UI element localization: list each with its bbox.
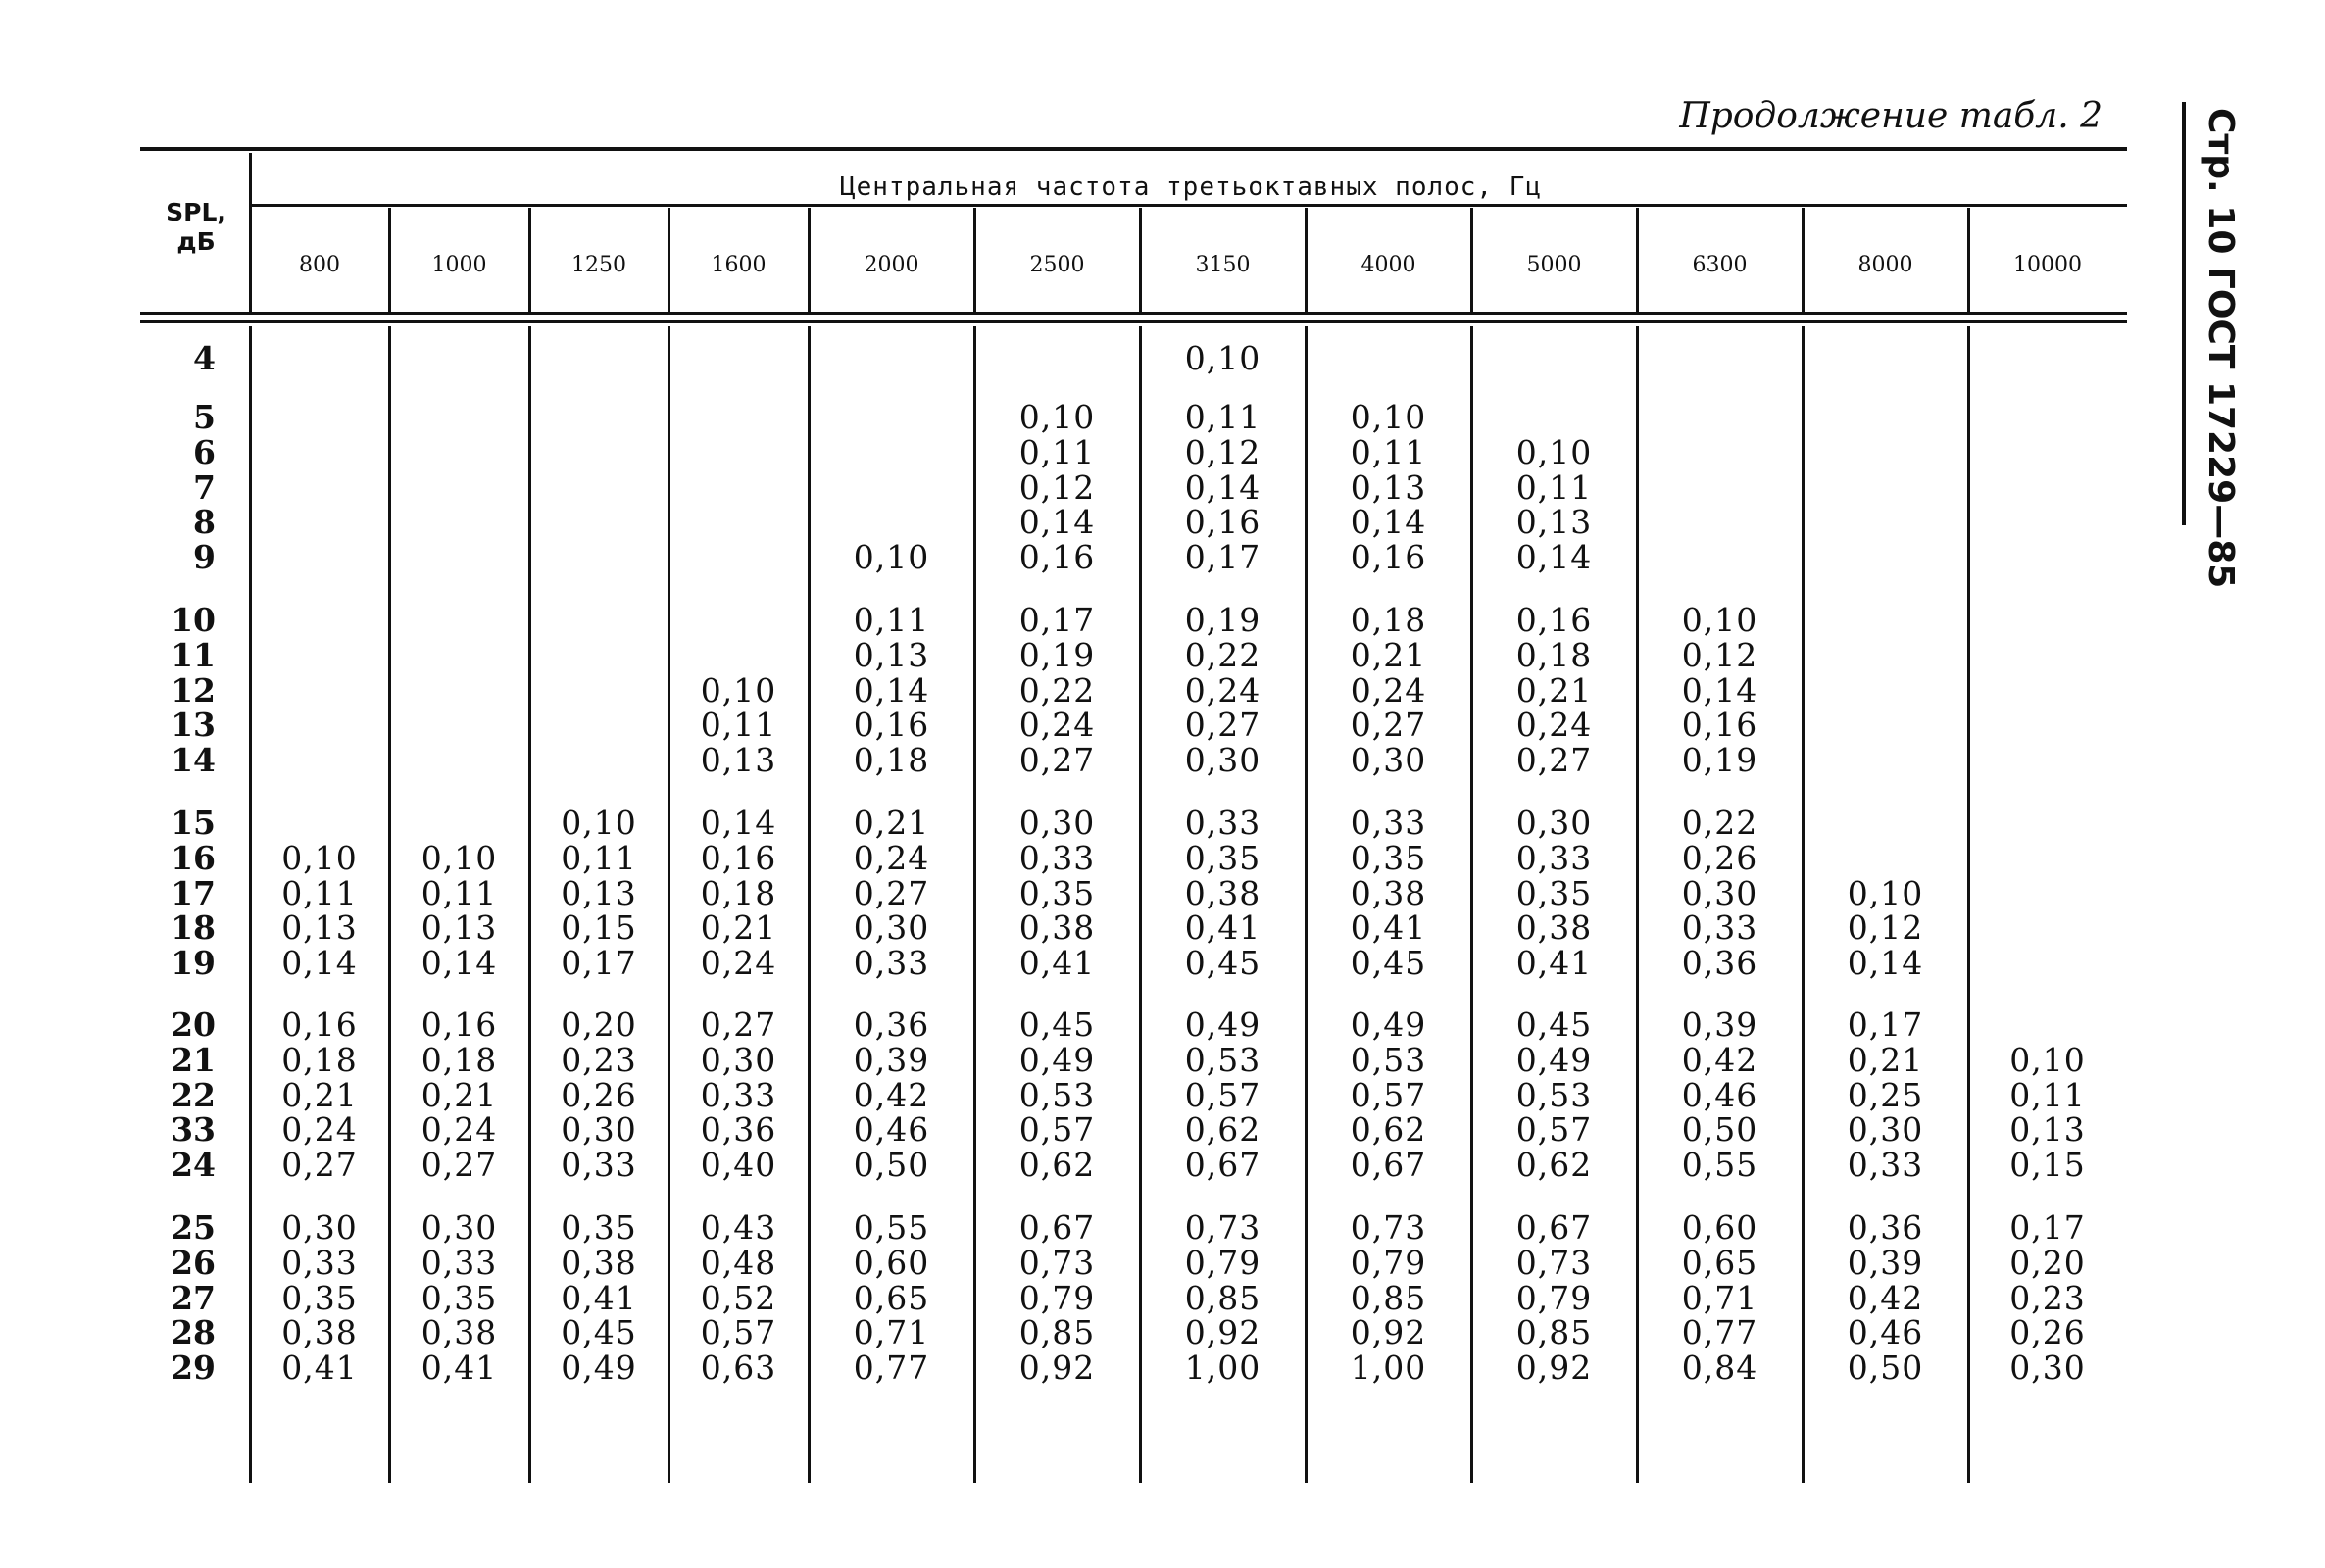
table-cell: 0,24 (700, 944, 777, 983)
table-cell: 0,36 (700, 1110, 777, 1150)
table-cell: 0,41 (1018, 944, 1096, 983)
table-cell: 0,30 (1847, 1110, 1924, 1150)
table-cell: 0,12 (1681, 635, 1758, 674)
table-cell: 0,35 (1184, 838, 1261, 877)
table-cell: 0,38 (281, 1313, 358, 1352)
spl-row-label: 7 (193, 467, 216, 507)
table-cell: 0,21 (700, 908, 777, 948)
table-cell: 0,79 (1184, 1243, 1261, 1282)
header-bottom-rule-1 (140, 312, 2127, 315)
table-cell: 0,30 (420, 1208, 498, 1247)
spl-row-label: 11 (171, 635, 216, 674)
table-cell: 0,11 (1184, 398, 1261, 436)
table-cell: 0,41 (281, 1348, 358, 1388)
table-cell: 0,49 (1515, 1040, 1593, 1079)
table-cell: 0,30 (561, 1110, 637, 1150)
table-cell: 0,22 (1681, 804, 1758, 842)
table-cell: 0,13 (281, 908, 358, 948)
table-cell: 0,14 (1018, 503, 1096, 542)
table-cell: 0,27 (853, 873, 930, 912)
table-cell: 0,20 (561, 1005, 637, 1044)
frequency-header: 800 (299, 253, 340, 277)
table-cell: 0,53 (1350, 1040, 1427, 1079)
header-bottom-rule-2 (140, 320, 2127, 323)
table-cell: 0,53 (1018, 1075, 1096, 1114)
table-cell: 0,18 (420, 1040, 498, 1079)
table-cell: 0,10 (1681, 601, 1758, 639)
spl-row-label: 10 (171, 601, 216, 639)
table-cell: 0,53 (1515, 1075, 1593, 1114)
table-cell: 0,19 (1018, 635, 1096, 674)
table-cell: 0,73 (1184, 1208, 1261, 1247)
frequency-group-header: Центральная частота третьоктавных полос, Гц (839, 172, 1543, 202)
table-cell: 0,77 (1681, 1313, 1758, 1352)
table-cell: 0,92 (1184, 1313, 1261, 1352)
table-cell: 0,57 (1184, 1075, 1261, 1114)
table-cell: 0,14 (1515, 538, 1593, 577)
table-cell: 0,26 (1681, 838, 1758, 877)
table-cell: 0,49 (1018, 1040, 1096, 1079)
frequency-header: 6300 (1692, 253, 1748, 277)
table-cell: 0,27 (1184, 706, 1261, 745)
table-cell: 0,21 (420, 1075, 498, 1114)
spl-row-label: 16 (171, 838, 216, 877)
table-cell: 0,11 (281, 873, 358, 912)
table-cell: 0,22 (1184, 635, 1261, 674)
table-cell: 0,10 (700, 670, 777, 710)
table-cell: 0,19 (1681, 741, 1758, 780)
table-cell: 0,24 (420, 1110, 498, 1150)
table-cell: 0,73 (1515, 1243, 1593, 1282)
table-cell: 0,21 (1350, 635, 1427, 674)
table-cell: 0,14 (281, 944, 358, 983)
frequency-header: 1600 (711, 253, 767, 277)
table-cell: 0,71 (1681, 1278, 1758, 1317)
frequency-header: 3150 (1195, 253, 1251, 277)
table-cell: 0,21 (281, 1075, 358, 1114)
table-cell: 0,42 (1847, 1278, 1924, 1317)
table-cell: 0,27 (1350, 706, 1427, 745)
table-cell: 0,10 (1847, 873, 1924, 912)
table-cell: 0,41 (1184, 908, 1261, 948)
table-cell: 0,11 (700, 706, 777, 745)
table-cell: 0,27 (1515, 741, 1593, 780)
table-cell: 0,57 (700, 1313, 777, 1352)
table-cell: 0,36 (853, 1005, 930, 1044)
table-cell: 0,57 (1018, 1110, 1096, 1150)
table-cell: 0,50 (1847, 1348, 1924, 1388)
table-cell: 0,63 (700, 1348, 777, 1388)
table-cell: 0,35 (1515, 873, 1593, 912)
spl-row-label: 14 (171, 741, 216, 780)
table-cell: 0,17 (561, 944, 637, 983)
table-cell: 0,35 (561, 1208, 637, 1247)
table-cell: 0,40 (700, 1146, 777, 1185)
table-cell: 0,13 (853, 635, 930, 674)
table-cell: 0,62 (1018, 1146, 1096, 1185)
table-cell: 0,15 (561, 908, 637, 948)
spl-row-label: 24 (171, 1146, 216, 1185)
table-cell: 0,30 (1018, 804, 1096, 842)
table-cell: 0,24 (853, 838, 930, 877)
spl-column-header (137, 198, 255, 257)
table-cell: 0,33 (1184, 804, 1261, 842)
spl-row-label: 9 (193, 538, 216, 577)
table-cell: 0,46 (853, 1110, 930, 1150)
table-cell: 0,49 (1184, 1005, 1261, 1044)
table-cell: 0,85 (1515, 1313, 1593, 1352)
table-cell: 0,12 (1847, 908, 1924, 948)
table-cell: 0,42 (853, 1075, 930, 1114)
frequency-header: 4000 (1360, 253, 1416, 277)
frequency-header: 8000 (1857, 253, 1913, 277)
table-cell: 0,85 (1184, 1278, 1261, 1317)
table-cell: 0,53 (1184, 1040, 1261, 1079)
table-cell: 0,30 (1184, 741, 1261, 780)
table-cell: 0,25 (1847, 1075, 1924, 1114)
table-cell: 0,17 (1018, 601, 1096, 639)
table-cell: 0,92 (1018, 1348, 1096, 1388)
table-cell: 0,30 (853, 908, 930, 948)
table-cell: 0,41 (1350, 908, 1427, 948)
table-cell: 0,21 (853, 804, 930, 842)
table-cell: 0,17 (1184, 538, 1261, 577)
table-cell: 0,36 (1681, 944, 1758, 983)
table-cell: 0,13 (420, 908, 498, 948)
table-cell: 0,71 (853, 1313, 930, 1352)
table-cell: 0,12 (1018, 467, 1096, 507)
table-cell: 0,17 (2009, 1208, 2086, 1247)
table-cell: 0,38 (420, 1313, 498, 1352)
table-cell: 0,24 (1018, 706, 1096, 745)
table-cell: 0,57 (1515, 1110, 1593, 1150)
table-cell: 0,84 (1681, 1348, 1758, 1388)
table-cell: 0,11 (2009, 1075, 2086, 1114)
table-cell: 0,77 (853, 1348, 930, 1388)
table-cell: 0,92 (1515, 1348, 1593, 1388)
table-cell: 0,45 (561, 1313, 637, 1352)
table-cell: 0,27 (281, 1146, 358, 1185)
table-cell: 0,38 (561, 1243, 637, 1282)
spl-header-line-1: SPL, (166, 198, 226, 226)
table-cell: 0,10 (1515, 432, 1593, 471)
table-cell: 0,45 (1018, 1005, 1096, 1044)
frequency-header: 1000 (431, 253, 487, 277)
table-cell: 0,33 (420, 1243, 498, 1282)
table-cell: 0,10 (561, 804, 637, 842)
table-cell: 0,73 (1018, 1243, 1096, 1282)
table-cell: 0,13 (1350, 467, 1427, 507)
table-cell: 0,33 (281, 1243, 358, 1282)
spl-row-label: 19 (171, 944, 216, 983)
table-cell: 0,35 (420, 1278, 498, 1317)
table-cell: 0,11 (1018, 432, 1096, 471)
table-cell: 0,50 (1681, 1110, 1758, 1150)
table-cell: 0,30 (281, 1208, 358, 1247)
table-cell: 0,79 (1350, 1243, 1427, 1282)
table-cell: 0,67 (1515, 1208, 1593, 1247)
table-cell: 0,14 (420, 944, 498, 983)
spl-row-label: 5 (193, 398, 216, 436)
spl-row-label: 33 (171, 1110, 216, 1150)
table-cell: 0,48 (700, 1243, 777, 1282)
table-cell: 0,23 (2009, 1278, 2086, 1317)
table-cell: 0,30 (2009, 1348, 2086, 1388)
table-cell: 0,67 (1018, 1208, 1096, 1247)
table-cell: 0,16 (420, 1005, 498, 1044)
table-cell: 0,55 (853, 1208, 930, 1247)
table-cell: 0,21 (1847, 1040, 1924, 1079)
table-cell: 0,38 (1018, 908, 1096, 948)
table-cell: 0,15 (2009, 1146, 2086, 1185)
table-cell: 0,14 (1184, 467, 1261, 507)
frequency-header: 5000 (1526, 253, 1582, 277)
table-cell: 0,19 (1184, 601, 1261, 639)
spl-row-label: 22 (171, 1075, 216, 1114)
table-cell: 1,00 (1350, 1348, 1427, 1388)
table-cell: 0,21 (1515, 670, 1593, 710)
group-header-rule (250, 204, 2127, 207)
table-cell: 0,22 (1018, 670, 1096, 710)
table-cell: 0,24 (1515, 706, 1593, 745)
table-cell: 0,16 (281, 1005, 358, 1044)
table-cell: 0,38 (1350, 873, 1427, 912)
table-cell: 0,10 (1018, 398, 1096, 436)
frequency-header: 2000 (864, 253, 919, 277)
spl-row-label: 28 (171, 1313, 216, 1352)
spl-row-label: 27 (171, 1278, 216, 1317)
table-cell: 0,67 (1350, 1146, 1427, 1185)
table-cell: 0,46 (1681, 1075, 1758, 1114)
side-code-text: Стр. 10 ГОСТ 17229—85 (2201, 108, 2241, 589)
table-cell: 0,16 (1018, 538, 1096, 577)
table-cell: 0,18 (1350, 601, 1427, 639)
table-cell: 0,20 (2009, 1243, 2086, 1282)
table-cell: 0,39 (853, 1040, 930, 1079)
table-cell: 0,33 (1847, 1146, 1924, 1185)
table-cell: 0,33 (853, 944, 930, 983)
table-cell: 0,33 (1515, 838, 1593, 877)
table-cell: 0,12 (1184, 432, 1261, 471)
table-cell: 0,30 (1350, 741, 1427, 780)
table-cell: 0,45 (1184, 944, 1261, 983)
table-cell: 0,33 (1350, 804, 1427, 842)
table-cell: 0,24 (281, 1110, 358, 1150)
spl-row-label: 6 (193, 432, 216, 471)
table-cell: 0,39 (1847, 1243, 1924, 1282)
table-cell: 0,55 (1681, 1146, 1758, 1185)
spl-row-label: 12 (171, 670, 216, 710)
table-cell: 0,43 (700, 1208, 777, 1247)
spl-row-label: 20 (171, 1005, 216, 1044)
table-cell: 0,10 (853, 538, 930, 577)
table-cell: 0,67 (1184, 1146, 1261, 1185)
table-cell: 0,24 (1350, 670, 1427, 710)
table-cell: 0,65 (853, 1278, 930, 1317)
table-cell: 0,18 (1515, 635, 1593, 674)
table-cell: 0,57 (1350, 1075, 1427, 1114)
table-cell: 0,85 (1018, 1313, 1096, 1352)
frequency-header: 1250 (571, 253, 626, 277)
table-cell: 0,11 (1515, 467, 1593, 507)
table-cell: 0,49 (561, 1348, 637, 1388)
table-cell: 0,45 (1515, 1005, 1593, 1044)
table-cell: 0,13 (1515, 503, 1593, 542)
table-cell: 0,10 (281, 838, 358, 877)
table-cell: 0,62 (1350, 1110, 1427, 1150)
table-cell: 0,14 (1350, 503, 1427, 542)
table-cell: 0,18 (700, 873, 777, 912)
table-cell: 0,11 (1350, 432, 1427, 471)
table-cell: 0,14 (1681, 670, 1758, 710)
table-cell: 0,10 (1184, 339, 1261, 377)
table-cell: 0,16 (853, 706, 930, 745)
table-cell: 0,41 (1515, 944, 1593, 983)
table-cell: 0,60 (853, 1243, 930, 1282)
table-cell: 0,52 (700, 1278, 777, 1317)
table-cell: 0,39 (1681, 1005, 1758, 1044)
table-cell: 0,92 (1350, 1313, 1427, 1352)
table-cell: 0,60 (1681, 1208, 1758, 1247)
table-cell: 0,79 (1515, 1278, 1593, 1317)
table-cell: 0,14 (700, 804, 777, 842)
continuation-title: Продолжение табл. 2 (1679, 96, 2102, 136)
table-cell: 0,35 (1018, 873, 1096, 912)
table-cell: 0,16 (1350, 538, 1427, 577)
table-cell: 0,27 (1018, 741, 1096, 780)
table-cell: 0,41 (420, 1348, 498, 1388)
spl-row-label: 29 (171, 1348, 216, 1388)
table-cell: 0,10 (1350, 398, 1427, 436)
table-cell: 0,30 (1515, 804, 1593, 842)
spl-row-label: 25 (171, 1208, 216, 1247)
table-cell: 0,33 (700, 1075, 777, 1114)
table-cell: 0,11 (561, 838, 637, 877)
table-cell: 0,17 (1847, 1005, 1924, 1044)
column-divider (249, 153, 252, 312)
spl-row-label: 18 (171, 908, 216, 948)
table-cell: 0,33 (1018, 838, 1096, 877)
table-cell: 0,24 (1184, 670, 1261, 710)
spl-row-label: 8 (193, 503, 216, 542)
frequency-header: 2500 (1029, 253, 1085, 277)
table-cell: 0,23 (561, 1040, 637, 1079)
table-cell: 0,41 (561, 1278, 637, 1317)
table-cell: 0,42 (1681, 1040, 1758, 1079)
table-cell: 0,62 (1184, 1110, 1261, 1150)
table-cell: 0,16 (1184, 503, 1261, 542)
table-cell: 0,14 (853, 670, 930, 710)
spl-row-label: 15 (171, 804, 216, 842)
spl-header-line-2: дБ (176, 227, 216, 256)
table-cell: 1,00 (1184, 1348, 1261, 1388)
table-cell: 0,11 (420, 873, 498, 912)
table-cell: 0,16 (700, 838, 777, 877)
spl-row-label: 17 (171, 873, 216, 912)
table-cell: 0,13 (2009, 1110, 2086, 1150)
table-cell: 0,73 (1350, 1208, 1427, 1247)
table-cell: 0,30 (1681, 873, 1758, 912)
table-cell: 0,79 (1018, 1278, 1096, 1317)
side-page-code (2176, 108, 2254, 589)
table-cell: 0,33 (1681, 908, 1758, 948)
spl-row-label: 26 (171, 1243, 216, 1282)
table-cell: 0,36 (1847, 1208, 1924, 1247)
spl-row-label: 4 (193, 339, 216, 377)
table-cell: 0,16 (1681, 706, 1758, 745)
frequency-header: 10000 (2013, 253, 2082, 277)
spl-row-label: 21 (171, 1040, 216, 1079)
table-cell: 0,27 (420, 1146, 498, 1185)
table-cell: 0,18 (853, 741, 930, 780)
table-cell: 0,65 (1681, 1243, 1758, 1282)
table-cell: 0,27 (700, 1005, 777, 1044)
table-cell: 0,33 (561, 1146, 637, 1185)
table-cell: 0,18 (281, 1040, 358, 1079)
table-cell: 0,45 (1350, 944, 1427, 983)
table-cell: 0,50 (853, 1146, 930, 1185)
table-cell: 0,10 (2009, 1040, 2086, 1079)
table-cell: 0,35 (281, 1278, 358, 1317)
table-top-rule (140, 147, 2127, 151)
table-cell: 0,13 (561, 873, 637, 912)
table-cell: 0,46 (1847, 1313, 1924, 1352)
table-cell: 0,10 (420, 838, 498, 877)
table-cell: 0,16 (1515, 601, 1593, 639)
table-cell: 0,35 (1350, 838, 1427, 877)
table-cell: 0,49 (1350, 1005, 1427, 1044)
table-cell: 0,38 (1184, 873, 1261, 912)
table-cell: 0,13 (700, 741, 777, 780)
spl-row-label: 13 (171, 706, 216, 745)
table-cell: 0,30 (700, 1040, 777, 1079)
table-cell: 0,85 (1350, 1278, 1427, 1317)
table-cell: 0,62 (1515, 1146, 1593, 1185)
table-cell: 0,11 (853, 601, 930, 639)
table-cell: 0,26 (2009, 1313, 2086, 1352)
table-cell: 0,38 (1515, 908, 1593, 948)
table-cell: 0,14 (1847, 944, 1924, 983)
table-cell: 0,26 (561, 1075, 637, 1114)
